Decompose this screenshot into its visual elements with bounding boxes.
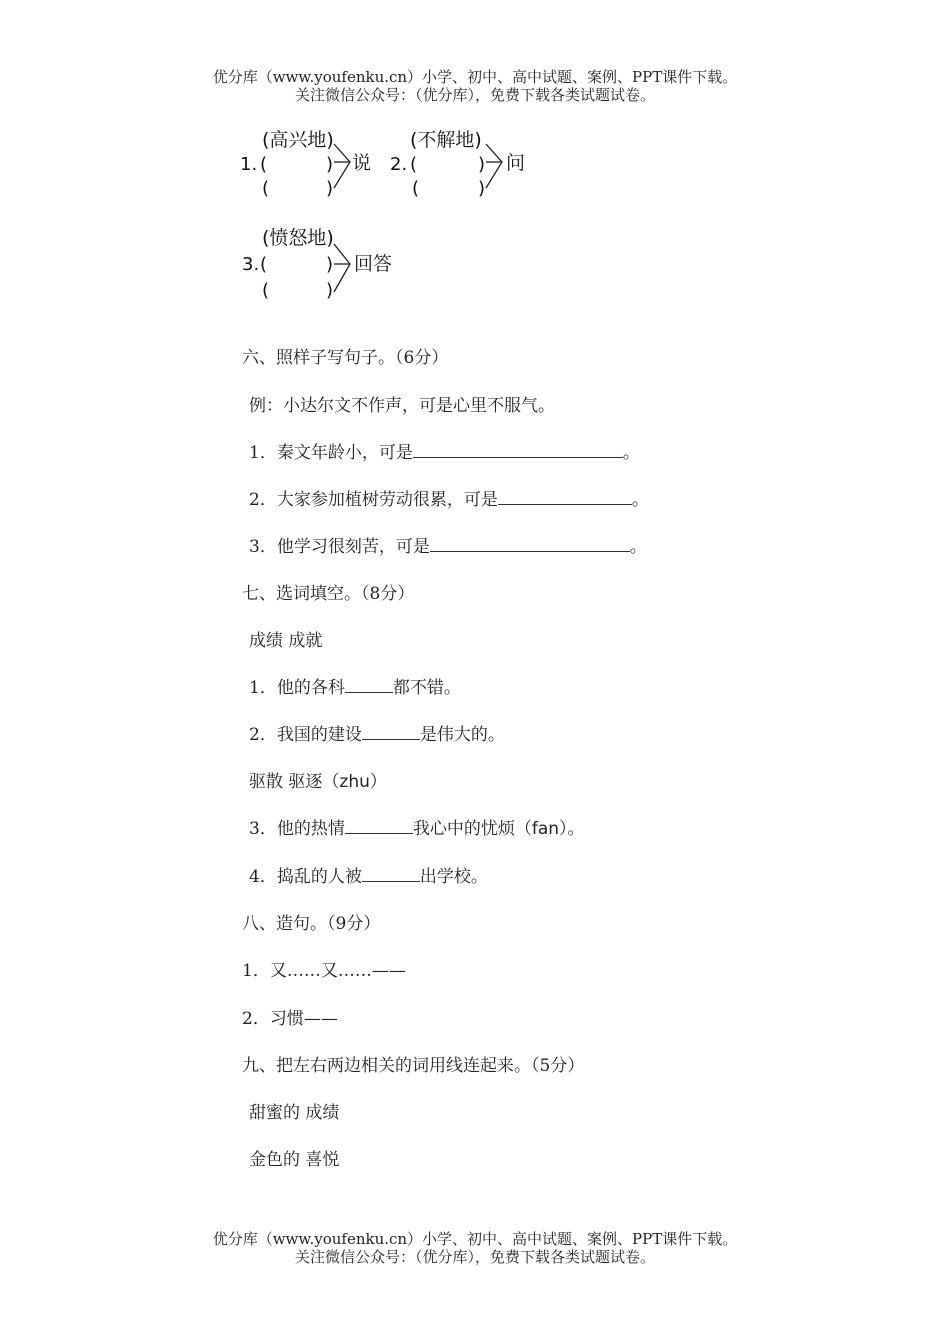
section7-title: 七、选词填空。（8分） xyxy=(242,584,415,604)
item2-connector xyxy=(486,144,502,188)
page-header xyxy=(0,68,950,104)
section6-q2-blank[interactable] xyxy=(498,489,632,505)
item1-bracket-close-1: ) xyxy=(326,154,334,175)
page-footer xyxy=(0,1230,950,1266)
item3-adverb: (愤怒地) xyxy=(262,227,334,249)
item3-bracket-close-2: ) xyxy=(326,280,334,301)
section6-q2-end: 。 xyxy=(631,490,649,510)
section6-question-1 xyxy=(249,442,640,464)
section7-q3-post: ）。 xyxy=(559,819,585,839)
item3-bracket-close-1: ) xyxy=(326,254,334,275)
section6-example: 例：小达尔文不作声，可是心里不服气。 xyxy=(249,396,555,416)
section6-q3-blank[interactable] xyxy=(430,536,630,552)
section7-q4-blank[interactable] xyxy=(362,866,420,882)
section6-q3-end: 。 xyxy=(629,537,647,557)
header-line-1: 优分库（www.youfenku.cn）小学、初中、高中试题、案例、PPT课件下载。 xyxy=(212,68,738,86)
item3-connector xyxy=(334,244,350,292)
item2-bracket-close-2: ) xyxy=(478,178,486,199)
footer-line-1: 优分库（www.youfenku.cn）小学、初中、高中试题、案例、PPT课件下载。 xyxy=(212,1230,738,1248)
item1-bracket-open-1: ( xyxy=(260,154,268,175)
section6-q2-text: 2．大家参加植树劳动很累，可是 xyxy=(249,490,498,510)
section7-q1-blank[interactable] xyxy=(345,677,393,693)
section7-word-choices-1: 成绩 成就 xyxy=(249,631,323,651)
section7-q3-pre: 3．他的热情 xyxy=(249,819,345,839)
section9-row-1: 甜蜜的 成绩 xyxy=(249,1103,340,1123)
section7-q4-pre: 4．捣乱的人被 xyxy=(249,867,362,887)
item2-bracket-open-1: ( xyxy=(410,154,418,175)
section7-q3-pinyin: fan xyxy=(531,819,560,839)
section6-question-2 xyxy=(249,489,649,511)
section7-q2-pre: 2．我国的建设 xyxy=(249,725,362,745)
item2-number: 2. xyxy=(390,154,408,175)
item1-verb: 说 xyxy=(352,152,372,174)
word-matching-diagram xyxy=(238,118,538,308)
section7-q4-post: 出学校。 xyxy=(419,867,488,887)
item1-bracket-close-2: ) xyxy=(326,178,334,199)
section8-question-2: 2．习惯—— xyxy=(242,1009,338,1029)
section9-row-2: 金色的 喜悦 xyxy=(249,1150,340,1170)
section7-q3-blank[interactable] xyxy=(345,818,413,834)
section6-q1-text: 1．秦文年龄小，可是 xyxy=(249,443,413,463)
section8-question-1: 1．又……又……—— xyxy=(242,961,406,981)
section7-q1-pre: 1．他的各科 xyxy=(249,678,345,698)
footer-line-2: 关注微信公众号：（优分库），免费下载各类试题试卷。 xyxy=(294,1248,655,1266)
section6-title: 六、照样子写句子。（6分） xyxy=(242,348,449,368)
section7-words2-a: 驱散 驱逐（ xyxy=(249,772,340,792)
section8-title: 八、造句。（9分） xyxy=(242,914,381,934)
item1-bracket-open-2: ( xyxy=(262,178,270,199)
item2-verb: 问 xyxy=(506,152,526,174)
section7-q3-mid: 我心中的忧烦（ xyxy=(412,819,532,839)
item1-adverb: (高兴地) xyxy=(262,129,334,151)
section7-question-4 xyxy=(249,866,488,888)
item3-bracket-open-2: ( xyxy=(262,280,270,301)
item3-bracket-open-1: ( xyxy=(260,254,268,275)
item3-number: 3. xyxy=(242,254,260,275)
section7-question-1 xyxy=(249,677,461,699)
section7-word-choices-2 xyxy=(249,771,387,793)
section6-q1-end: 。 xyxy=(622,443,640,463)
section9-title: 九、把左右两边相关的词用线连起来。（5分） xyxy=(242,1056,585,1076)
item2-bracket-close-1: ) xyxy=(478,154,486,175)
item1-number: 1. xyxy=(240,154,258,175)
section6-q3-text: 3．他学习很刻苦，可是 xyxy=(249,537,430,557)
section7-question-3 xyxy=(249,818,585,840)
header-line-2: 关注微信公众号：（优分库），免费下载各类试题试卷。 xyxy=(294,86,655,104)
item3-verb: 回答 xyxy=(354,253,393,275)
item1-connector xyxy=(334,144,350,188)
section7-q1-post: 都不错。 xyxy=(392,678,461,698)
section7-words2-pinyin: zhu xyxy=(339,772,370,792)
section7-question-2 xyxy=(249,724,505,746)
section6-q1-blank[interactable] xyxy=(413,442,623,458)
section6-question-3 xyxy=(249,536,647,558)
section7-words2-b: ） xyxy=(369,772,387,792)
item2-adverb: (不解地) xyxy=(410,129,482,151)
section7-q2-blank[interactable] xyxy=(362,724,420,740)
section7-q2-post: 是伟大的。 xyxy=(419,725,505,745)
item2-bracket-open-2: ( xyxy=(412,178,420,199)
